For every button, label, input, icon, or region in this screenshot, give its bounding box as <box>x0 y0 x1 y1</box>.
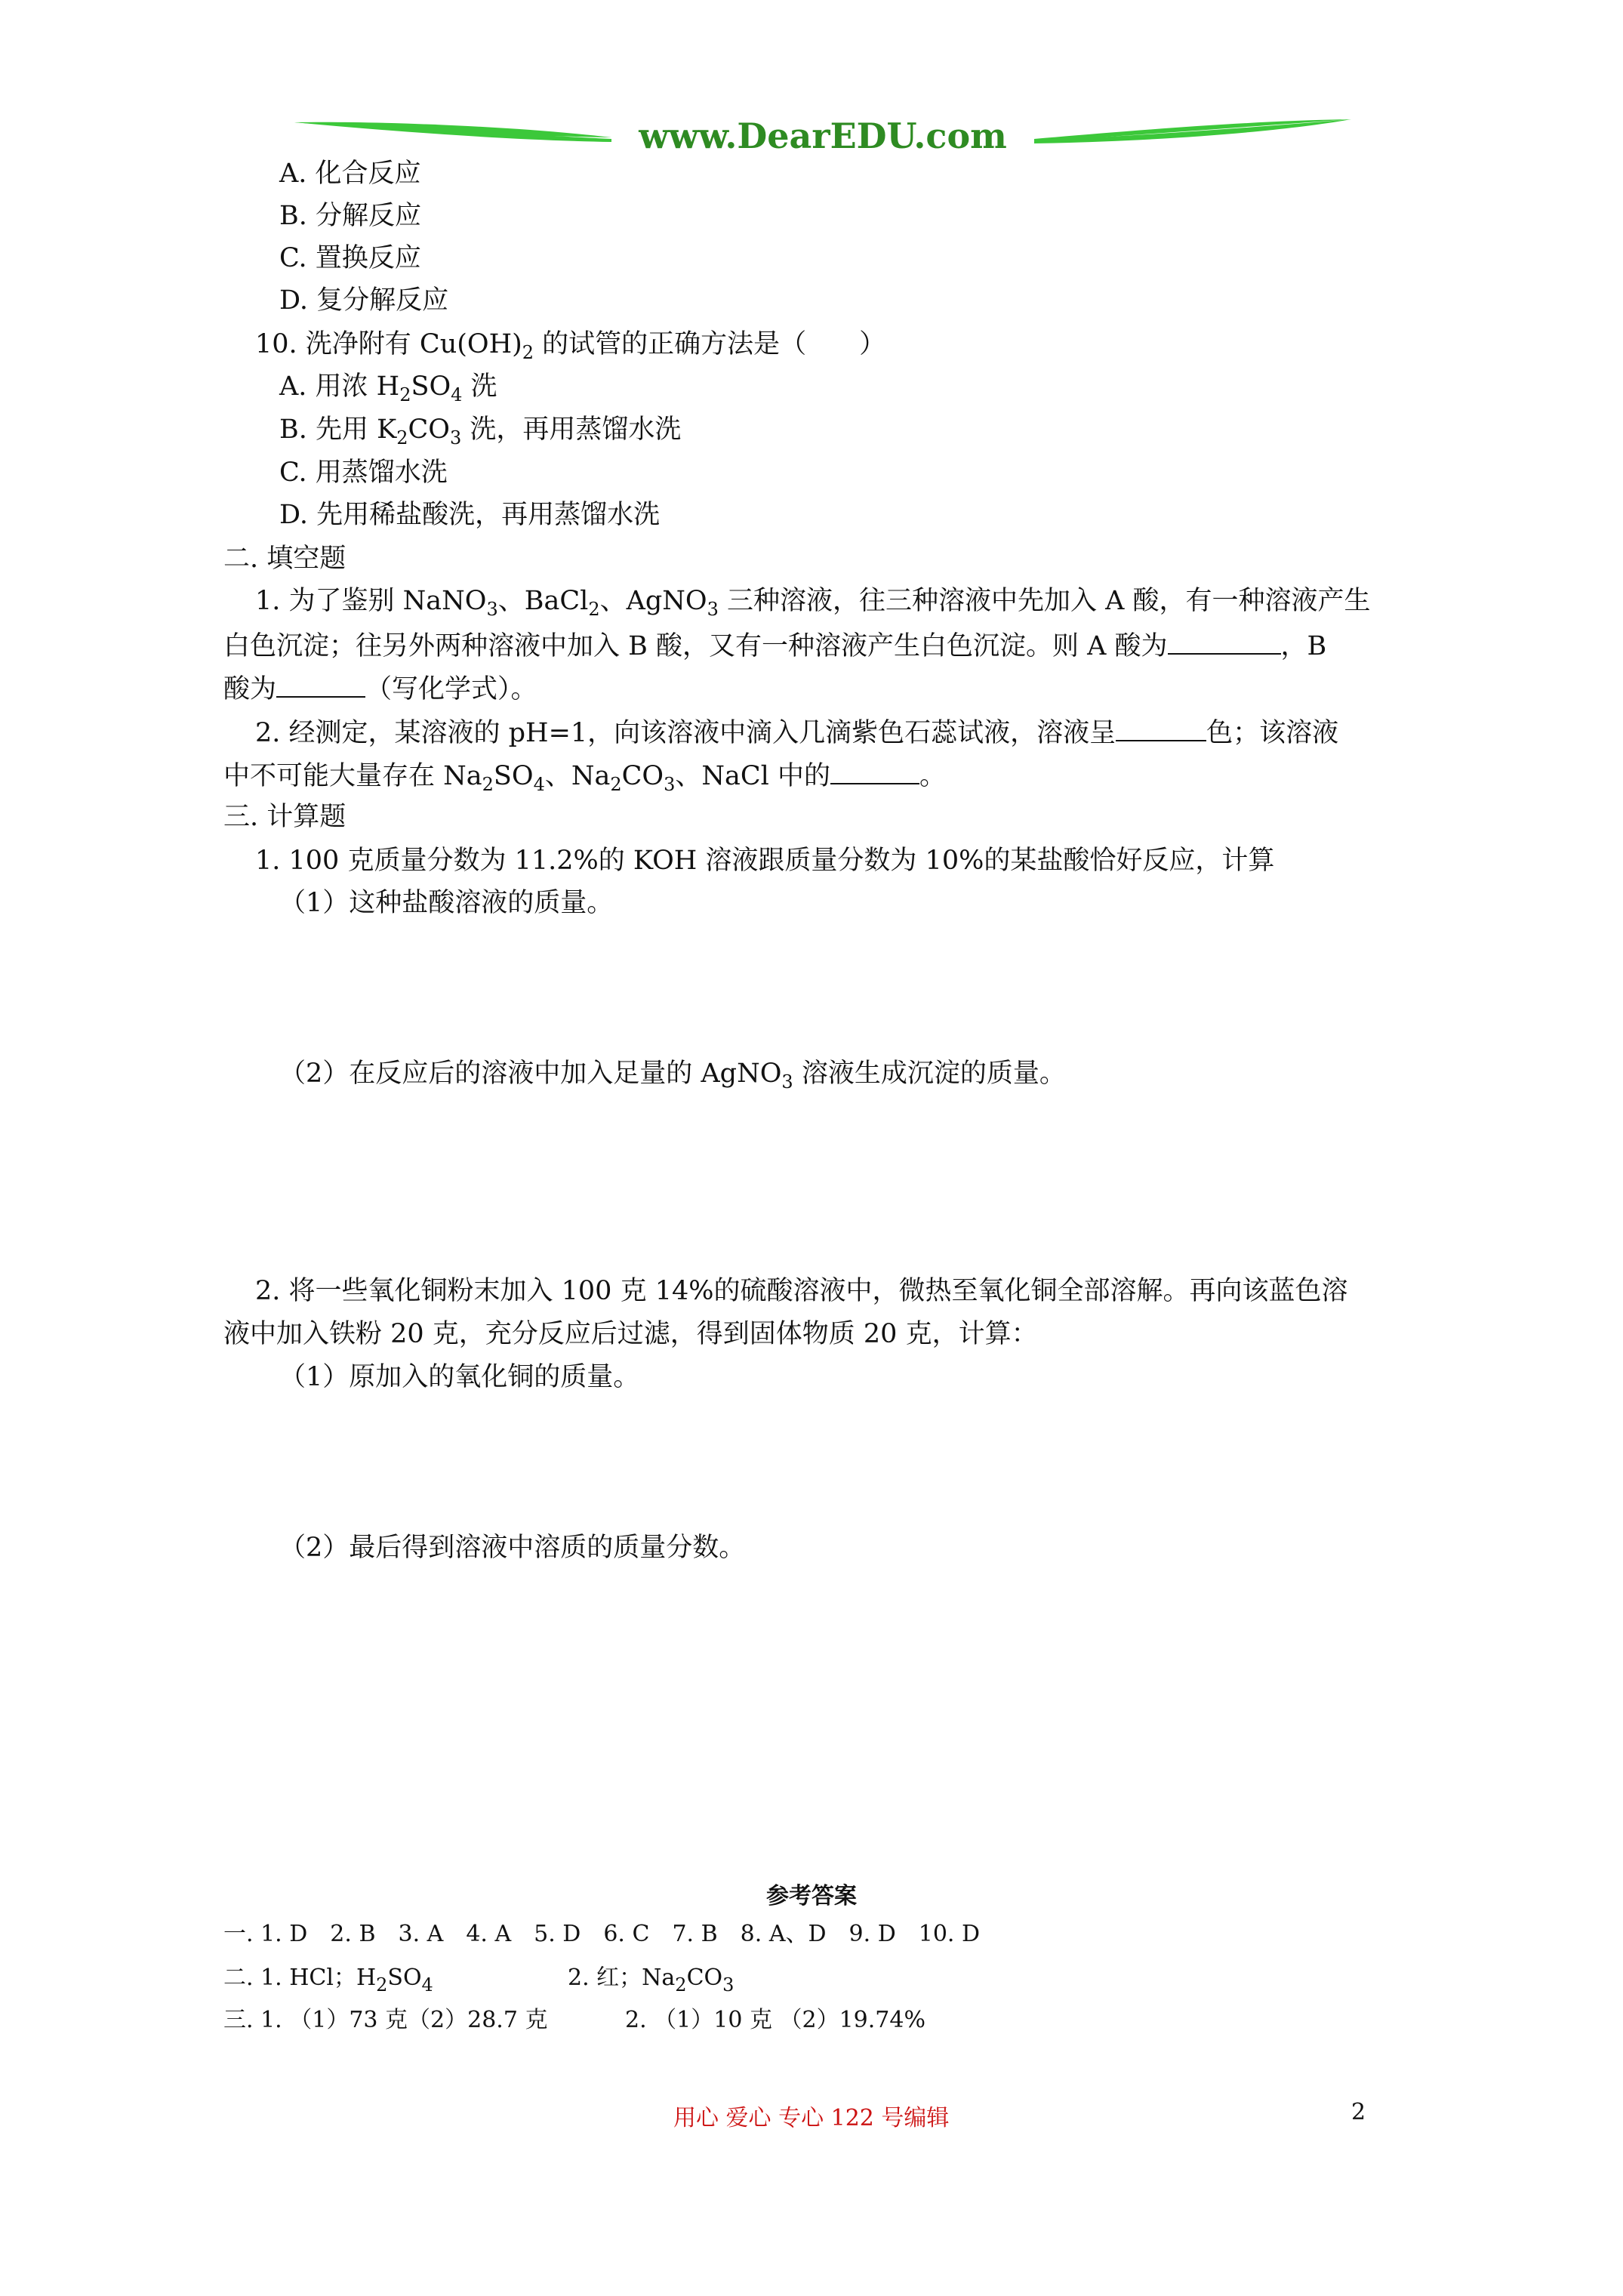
q10-option-c: C. 用蒸馏水洗 <box>279 458 448 488</box>
q9-option-c: C. 置换反应 <box>279 243 421 273</box>
q10-option-b: B. 先用 $K_2CO_3$ 洗，再用蒸馏水洗 <box>279 415 682 448</box>
page-number: 2 <box>1351 2099 1366 2125</box>
brand-logo-text: www.DearEDU.com <box>639 116 1007 156</box>
q9-option-d: D. 复分解反应 <box>279 285 449 316</box>
section2-title: 二. 填空题 <box>223 544 346 574</box>
q10-stem: 10. 洗净附有 $Cu(OH)_2$ 的试管的正确方法是（ ） <box>255 329 886 363</box>
q10-option-a: A. 用浓 $H_2SO_4$ 洗 <box>279 371 497 405</box>
s3-q1-part1: （1）这种盐酸溶液的质量。 <box>279 888 614 918</box>
s2-q1-line1: 1. 为了鉴别 NaNO$_3$、BaCl$_2$、AgNO$_3$ 三种溶液，往三种溶液中先加入 A 酸，有一种溶液产生 <box>255 586 1371 620</box>
s3-q2-line2: 液中加入铁粉 20 克，充分反应后过滤，得到固体物质 20 克，计算： <box>223 1319 1038 1349</box>
blank-color <box>1116 714 1206 741</box>
footer-slogan: 用心 爱心 专心 122 号编辑 <box>673 2105 950 2131</box>
s2-q1-line3: 酸为 （写化学式）。 <box>223 670 537 706</box>
s2-q1-line2: 白色沉淀；往另外两种溶液中加入 B 酸，又有一种溶液产生白色沉淀。则 A 酸为 ，B <box>223 627 1326 663</box>
q10-option-d: D. 先用稀盐酸洗，再用蒸馏水洗 <box>279 500 661 530</box>
answers-row-2a: 二. 1. HCl；$H_2SO_4$ <box>223 1965 433 1996</box>
section3-title: 三. 计算题 <box>223 802 346 832</box>
s2-q2-line1: 2. 经测定，某溶液的 pH=1，向该溶液中滴入几滴紫色石蕊试液，溶液呈 色；该溶液 <box>255 714 1338 750</box>
answers-row-3b: 2. （1）10 克 （2）19.74% <box>625 2007 925 2033</box>
s3-q2-line1: 2. 将一些氧化铜粉末加入 100 克 14%的硫酸溶液中，微热至氧化铜全部溶解。再向该蓝色溶 <box>255 1276 1348 1306</box>
header-banner <box>294 113 1351 159</box>
q9-option-b: B. 分解反应 <box>279 201 421 231</box>
answers-title: 参考答案 <box>766 1883 857 1909</box>
q9-option-a: A. 化合反应 <box>279 159 421 189</box>
answers-row-1: 一. 1. D 2. B 3. A 4. A 5. D 6. C 7. B 8. A、D 9. D 10. D <box>223 1921 981 1947</box>
answers-row-2b: 2. 红；$Na_2CO_3$ <box>568 1965 735 1996</box>
blank-substance <box>830 757 919 784</box>
s3-q2-part1: （1）原加入的氧化铜的质量。 <box>279 1362 640 1392</box>
blank-a-acid <box>1168 627 1281 655</box>
answers-row-3a: 三. 1. （1）73 克（2）28.7 克 <box>223 2007 548 2033</box>
blank-b-acid <box>276 670 365 698</box>
s2-q2-line2: 中不可能大量存在 $Na_2SO_4$、$Na_2CO_3$、NaCl 中的 。 <box>223 757 946 793</box>
s3-q2-part2: （2）最后得到溶液中溶质的质量分数。 <box>279 1533 746 1563</box>
s3-q1-part2: （2）在反应后的溶液中加入足量的 AgNO$_3$ 溶液生成沉淀的质量。 <box>279 1059 1066 1093</box>
s3-q1-stem: 1. 100 克质量分数为 11.2%的 KOH 溶液跟质量分数为 10%的某盐酸恰好反应，计算 <box>255 846 1275 876</box>
